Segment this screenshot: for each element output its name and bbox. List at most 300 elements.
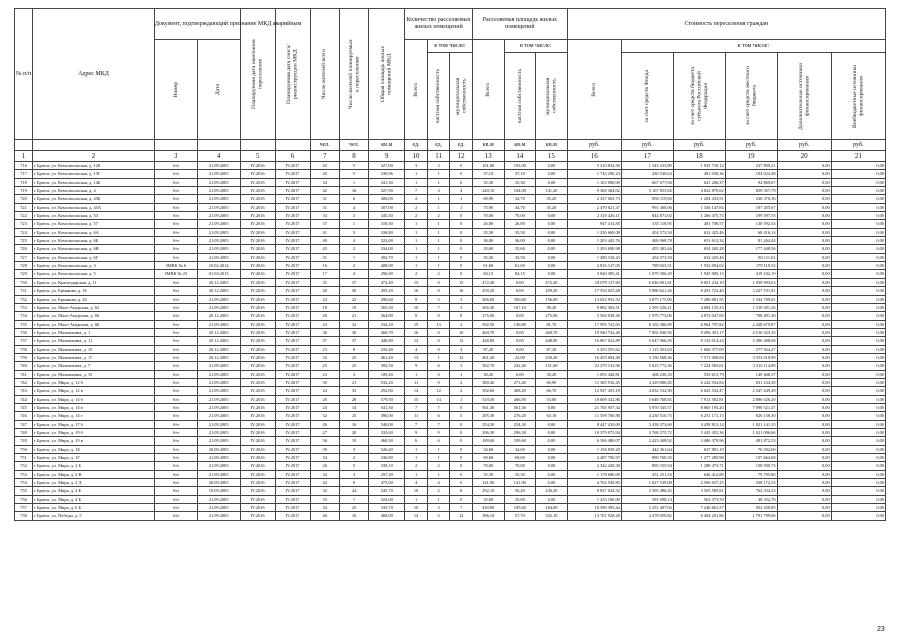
table-cell: 21.09.2005 (197, 412, 240, 420)
table-cell: 0,00 (536, 220, 568, 228)
table-cell: 0 (450, 270, 473, 278)
table-cell: IV.2017 (275, 470, 310, 478)
table-cell: 0,00 (777, 479, 831, 487)
table-row (15, 437, 886, 445)
table-cell: 460,70 (472, 328, 504, 336)
table-cell: 70,00 (472, 462, 504, 470)
table-cell: 149 468,37 (725, 370, 777, 378)
header-area-group: Расселяемая площадь жилых помещений (472, 9, 567, 40)
table-cell: 844 871,02 (621, 212, 673, 220)
column-number-cell: 11 (427, 151, 450, 162)
table-cell: 14 (405, 512, 428, 520)
address-cell: г Братск, ул. Победы, д. 5 (33, 512, 155, 520)
table-cell: 1 (450, 370, 473, 378)
table-cell: 1 (405, 370, 428, 378)
table-cell: 0 (427, 337, 450, 345)
table-cell: 292,80 (369, 387, 405, 395)
unit-cell (154, 140, 197, 151)
table-cell: 7 913 582,81 (673, 395, 725, 403)
table-cell: 4 (339, 270, 368, 278)
table-cell: 0,00 (831, 378, 885, 386)
table-cell: 734 (15, 312, 33, 320)
table-cell: 13 (427, 320, 450, 328)
table-cell: 264,80 (369, 312, 405, 320)
table-cell: 541,30 (369, 403, 405, 411)
table-cell: 26 (310, 420, 339, 428)
table-row (15, 287, 886, 295)
table-cell: 21.09.2005 (197, 228, 240, 236)
table-body (15, 162, 886, 521)
table-cell: 25 (339, 412, 368, 420)
table-cell: 460,50 (369, 437, 405, 445)
table-cell: 0 (427, 312, 450, 320)
table-row (15, 462, 886, 470)
table-cell: 20.12.2005 (197, 328, 240, 336)
table-cell: 296,30 (472, 429, 504, 437)
table-cell: 16 (450, 328, 473, 336)
address-cell: г Братск, ул. Мира, д. 14 г (33, 412, 155, 420)
table-cell: IV.2016 (240, 387, 275, 395)
address-cell: г Братск, ул. Мира, д. 2 Б (33, 462, 155, 470)
table-cell: 0,00 (777, 470, 831, 478)
table-cell: 130 592,33 (725, 220, 777, 228)
table-cell: 859 357,79 (725, 187, 777, 195)
table-cell: 5 647 966,50 (621, 337, 673, 345)
table-cell: 0,00 (536, 228, 568, 236)
table-cell: 17 (310, 270, 339, 278)
table-row (15, 303, 886, 311)
table-cell: 0,00 (831, 303, 885, 311)
column-number-cell: 21 (831, 151, 885, 162)
table-cell: 240,10 (472, 187, 504, 195)
table-cell: 0,00 (536, 437, 568, 445)
table-cell: 8 601 234,10 (673, 278, 725, 286)
table-cell: IV.2017 (275, 353, 310, 361)
table-cell: 0 (450, 495, 473, 503)
table-cell: 0 (450, 228, 473, 236)
table-cell: 3 (450, 362, 473, 370)
table-cell: 25 (339, 353, 368, 361)
table-cell: 20.12.2005 (197, 337, 240, 345)
table-cell: 3 353 555,62 (567, 345, 621, 353)
table-cell: 336,80 (369, 454, 405, 462)
table-cell: 0,00 (777, 412, 831, 420)
table-cell: 345,30 (369, 212, 405, 220)
table-cell: б/н (154, 445, 197, 453)
table-cell: 3 227 191,81 (725, 287, 777, 295)
table-row (15, 345, 886, 353)
column-number-cell: 6 (275, 151, 310, 162)
table-cell: 18 609 332,86 (567, 395, 621, 403)
table-cell: 0,00 (504, 337, 536, 345)
table-cell: б/н (154, 278, 197, 286)
table-cell: 81,70 (536, 320, 568, 328)
table-cell: 1 552 094,02 (673, 262, 725, 270)
table-row (15, 312, 886, 320)
table-cell: 0,00 (777, 495, 831, 503)
table-cell: 1 (427, 470, 450, 478)
table-cell: 21.09.2005 (197, 504, 240, 512)
table-cell: 1 (427, 237, 450, 245)
table-row (15, 162, 886, 170)
table-cell: 20.09.2005 (197, 479, 240, 487)
table-cell: 0,00 (777, 228, 831, 236)
table-cell: 0,00 (831, 287, 885, 295)
table-cell: 318,30 (369, 220, 405, 228)
table-cell: 0,00 (831, 437, 885, 445)
table-cell: 177 448,56 (725, 245, 777, 253)
table-cell: 1 079 396,29 (621, 270, 673, 278)
table-cell: 16 (310, 262, 339, 270)
table-cell: 0,00 (831, 262, 885, 270)
header-cost-additional: Дополнительные источники финансирования (777, 53, 831, 140)
table-cell: 36 (310, 437, 339, 445)
table-row (15, 387, 886, 395)
table-cell: 754 (15, 479, 33, 487)
table-cell: IV.2017 (275, 278, 310, 286)
table-cell: 84,15 (472, 270, 504, 278)
table-cell: 0 (450, 237, 473, 245)
table-cell: 6 (427, 437, 450, 445)
table-cell: 0,00 (831, 370, 885, 378)
table-cell: 4 (339, 203, 368, 211)
table-cell: 0,00 (777, 312, 831, 320)
table-row (15, 328, 886, 336)
table-cell: 7 (427, 403, 450, 411)
table-cell: 16 (405, 287, 428, 295)
table-cell: 21.09.2005 (197, 295, 240, 303)
table-cell: IV.2016 (240, 245, 275, 253)
table-cell: 746 (15, 412, 33, 420)
address-cell: г Братск, ул. Комсомольская, д. 45Б (33, 195, 155, 203)
table-cell: 0,00 (831, 245, 885, 253)
table-cell: 37 (310, 337, 339, 345)
address-cell: г Братск, ул. Мало-Амурская, д. 60 (33, 312, 155, 320)
table-cell: 7 224 565,61 (673, 362, 725, 370)
table-cell: 24 (339, 487, 368, 495)
table-cell: 25 (339, 362, 368, 370)
table-cell: 0,00 (831, 395, 885, 403)
table-cell: 0,00 (777, 370, 831, 378)
table-cell: IV.2016 (240, 412, 275, 420)
column-number-cell: 18 (673, 151, 725, 162)
table-row (15, 362, 886, 370)
table-cell: 332,10 (536, 512, 568, 520)
table-cell: 6 643 532,47 (673, 387, 725, 395)
table-cell: 19 940 742,40 (567, 328, 621, 336)
table-cell: 2 395 326,21 (621, 303, 673, 311)
address-cell: г Братск, ул. Мира, д. 4 Б (33, 495, 155, 503)
table-cell: 2 (339, 454, 368, 462)
table-cell: 0,00 (777, 512, 831, 520)
table-cell: 0 (450, 253, 473, 261)
table-cell: 22 279 132,96 (567, 362, 621, 370)
table-cell: 0,00 (777, 504, 831, 512)
table-cell: 11 (405, 378, 428, 386)
table-cell: 1 (405, 262, 428, 270)
table-cell: 0,00 (831, 212, 885, 220)
table-cell: 7 286 681,55 (673, 295, 725, 303)
column-number-cell: 20 (777, 151, 831, 162)
table-cell: 2 287 706,97 (567, 454, 621, 462)
table-cell: 753 (15, 470, 33, 478)
table-cell: 292,10 (472, 487, 504, 495)
table-cell: 748 (15, 429, 33, 437)
table-cell: 2 (427, 212, 450, 220)
table-row (15, 212, 886, 220)
address-cell: г Братск, ул. Ермакова, д. 16 (33, 287, 155, 295)
column-number-cell: 3 (154, 151, 197, 162)
table-cell: 563 373,59 (673, 495, 725, 503)
unit-cell (33, 140, 155, 151)
table-cell: 6 964 797,82 (673, 320, 725, 328)
table-cell: 0 (427, 278, 450, 286)
address-cell: г Братск, ул. Комсомольская, д. 6Г (33, 253, 155, 261)
table-cell: 21.09.2005 (197, 203, 240, 211)
table-cell: 3 768 375,72 (621, 429, 673, 437)
table-cell: 708 491,20 (725, 312, 777, 320)
table-cell: IV.2017 (275, 512, 310, 520)
table-cell: 0,00 (777, 195, 831, 203)
table-cell: 0 (450, 454, 473, 462)
table-cell: 20.12.2005 (197, 353, 240, 361)
unit-cell: кв.м (472, 140, 504, 151)
table-cell: б/н (154, 345, 197, 353)
table-cell: 9 (405, 362, 428, 370)
table-cell: 757 (15, 504, 33, 512)
unit-cell (15, 140, 33, 151)
table-cell: 0,00 (831, 512, 885, 520)
header-doc-number: Номер (154, 40, 197, 140)
address-cell: г Братск, ул. Комсомольская, д. 13Г (33, 170, 155, 178)
table-cell: 157 664,68 (725, 454, 777, 462)
table-cell: 722 (15, 212, 33, 220)
table-cell: 21.09.2005 (197, 512, 240, 520)
table-row (15, 512, 886, 520)
table-cell: 392,50 (472, 320, 504, 328)
column-number-cell: 10 (405, 151, 428, 162)
table-cell: 6 (427, 362, 450, 370)
address-cell: г Братск, ул. Комсомольская, д. 3 (33, 262, 155, 270)
table-cell: 7 (405, 403, 428, 411)
table-cell: 104 024,48 (725, 170, 777, 178)
table-cell: 1 (427, 262, 450, 270)
address-cell: г Братск, ул. Мира, д. 17 б (33, 420, 155, 428)
table-cell: 579,50 (369, 395, 405, 403)
address-cell: г Братск, ул. Мира, д. 12 б (33, 378, 155, 386)
table-cell: б/н (154, 487, 197, 495)
table-cell: 0 (427, 328, 450, 336)
table-cell: 442 361,64 (621, 445, 673, 453)
table-cell: 3 (339, 470, 368, 478)
table-cell: 23 (310, 370, 339, 378)
table-cell: 2 (450, 387, 473, 395)
table-cell: 35,50 (504, 253, 536, 261)
table-cell: 0,00 (831, 170, 885, 178)
table-cell: IV.2016 (240, 295, 275, 303)
table-cell: 1 (405, 245, 428, 253)
table-cell: 338 172,33 (725, 479, 777, 487)
table-cell: 322,00 (369, 237, 405, 245)
table-cell: 2 (339, 245, 368, 253)
table-cell: 0,00 (536, 178, 568, 186)
table-cell: 30 (339, 328, 368, 336)
table-cell: б/н (154, 187, 197, 195)
table-cell: IV.2016 (240, 362, 275, 370)
table-cell: 0,00 (831, 203, 885, 211)
table-cell: 22 (310, 295, 339, 303)
table-cell: 8 (450, 312, 473, 320)
header-cost-offbudget: Внебюджетные источники финансирования (831, 53, 885, 140)
table-cell: 1 (405, 253, 428, 261)
table-cell: 2 470 621,37 (567, 203, 621, 211)
table-cell: 749 (15, 437, 33, 445)
table-cell: 35,30 (472, 178, 504, 186)
table-cell: 5 023 772,36 (621, 362, 673, 370)
table-cell: 0,00 (777, 170, 831, 178)
table-cell: б/н (154, 253, 197, 261)
table-cell: 104,00 (504, 187, 536, 195)
table-cell: 9 (339, 479, 368, 487)
address-cell: г Братск, ул. Мира, д. 2 В (33, 470, 155, 478)
table-cell: 23 (310, 345, 339, 353)
table-cell: б/н (154, 370, 197, 378)
table-cell: 2 (405, 270, 428, 278)
table-cell: 0 (450, 262, 473, 270)
header-no: № п/п (15, 9, 33, 140)
table-cell: 1 115 353,63 (621, 345, 673, 353)
table-cell: 35,20 (536, 195, 568, 203)
table-cell: 0,00 (777, 437, 831, 445)
table-cell: 21.09.2005 (197, 178, 240, 186)
table-cell: 307,00 (369, 203, 405, 211)
table-cell: 6 046 901,81 (621, 278, 673, 286)
table-cell: IV.2017 (275, 345, 310, 353)
unit-cell (240, 140, 275, 151)
table-cell: 2 (450, 378, 473, 386)
table-cell: 3 (339, 212, 368, 220)
table-cell: 9 360 364,02 (567, 187, 621, 195)
table-cell: 2 395 486,43 (621, 487, 673, 495)
table-cell: 1 (405, 228, 428, 236)
table-cell: 10 (339, 437, 368, 445)
table-cell: 1 (427, 178, 450, 186)
address-cell: г Братск, ул. Мира, д. 1Г (33, 454, 155, 462)
address-cell: г Братск, ул. Мира, д. 14 в (33, 403, 155, 411)
table-cell: 10 379 075,94 (567, 429, 621, 437)
table-cell: IV.2017 (275, 320, 310, 328)
table-cell: 553 615,79 (673, 370, 725, 378)
table-cell: 103,00 (504, 162, 536, 170)
table-cell: 0,00 (536, 420, 568, 428)
table-cell: 1 (405, 170, 428, 178)
column-number-cell: 17 (621, 151, 673, 162)
table-cell: IV.2017 (275, 170, 310, 178)
header-address: Адрес МКД (33, 9, 155, 140)
table-cell: 0,00 (777, 445, 831, 453)
table-cell: 45 (310, 170, 339, 178)
table-cell: 37 (310, 220, 339, 228)
table-cell: IV.2016 (240, 253, 275, 261)
table-cell: 37,10 (504, 170, 536, 178)
table-row (15, 270, 886, 278)
table-cell: 736 (15, 328, 33, 336)
unit-cell: кв.м (369, 140, 405, 151)
table-cell: 1 343 233,89 (621, 162, 673, 170)
table-cell: IV.2016 (240, 454, 275, 462)
table-cell: 667 677,06 (621, 178, 673, 186)
table-cell: 12 (450, 353, 473, 361)
unit-cell: чел. (339, 140, 368, 151)
table-cell: IV.2017 (275, 362, 310, 370)
table-cell: 0,00 (777, 454, 831, 462)
table-cell: 0,00 (777, 337, 831, 345)
table-cell: 491 872,53 (725, 437, 777, 445)
unit-cell: руб. (673, 140, 725, 151)
table-cell: 451 251,16 (621, 470, 673, 478)
table-cell: 35,50 (472, 228, 504, 236)
table-cell: 739 (15, 353, 33, 361)
table-cell: 36,00 (504, 237, 536, 245)
table-cell: 14 (427, 395, 450, 403)
address-cell: г Братск, ул. Ермакова, д. 24 (33, 295, 155, 303)
table-cell: б/н (154, 178, 197, 186)
table-header (15, 9, 886, 162)
table-cell: IV.2016 (240, 287, 275, 295)
table-cell: 2 (339, 262, 368, 270)
table-cell: 6 224 934,84 (673, 378, 725, 386)
address-cell: г Братск, ул. Мира, д. 2 Е (33, 487, 155, 495)
address-cell: г Братск, ул. Мира, д. 19 в (33, 437, 155, 445)
address-cell: г Братск, ул. Комсомольская, д. 6Б (33, 237, 155, 245)
header-cost-total: Всего (567, 40, 621, 140)
header-residents-planned: Число жителей планируемых к переселению (339, 9, 368, 140)
table-cell: 561,30 (472, 403, 504, 411)
table-cell: 1 (405, 470, 428, 478)
table-cell: 0,00 (777, 345, 831, 353)
table-cell: 15 (405, 320, 428, 328)
table-cell: б/н (154, 378, 197, 386)
table-cell: б/н (154, 195, 197, 203)
table-cell: 1 277 285,98 (673, 454, 725, 462)
table-cell: IV.2016 (240, 187, 275, 195)
table-cell: 338,80 (369, 228, 405, 236)
table-cell: 1 (405, 220, 428, 228)
table-cell: 4 (405, 345, 428, 353)
table-cell: б/н (154, 437, 197, 445)
table-cell: IV.2017 (275, 178, 310, 186)
table-cell: 158 590,73 (725, 462, 777, 470)
table-cell: 20 (339, 429, 368, 437)
table-cell: 0,00 (777, 395, 831, 403)
address-cell: г Братск, ул. Краснодарская, д. 11 (33, 278, 155, 286)
table-cell: IV.2017 (275, 387, 310, 395)
table-cell: 1 (339, 495, 368, 503)
table-row (15, 445, 886, 453)
table-cell: 466,50 (504, 395, 536, 403)
table-cell: 21.09.2005 (197, 220, 240, 228)
table-cell: 0,00 (777, 287, 831, 295)
header-planned-end: Планируемая дата окончания переселения (240, 9, 275, 140)
table-cell: 0 (450, 403, 473, 411)
table-cell: 130,80 (504, 320, 536, 328)
table-cell: 1 (427, 495, 450, 503)
table-cell: 6 251 171,15 (673, 412, 725, 420)
table-cell: 1 (427, 454, 450, 462)
table-cell: 6 396 480,07 (567, 437, 621, 445)
table-cell: 472,40 (472, 278, 504, 286)
table-cell: б/н (154, 362, 197, 370)
